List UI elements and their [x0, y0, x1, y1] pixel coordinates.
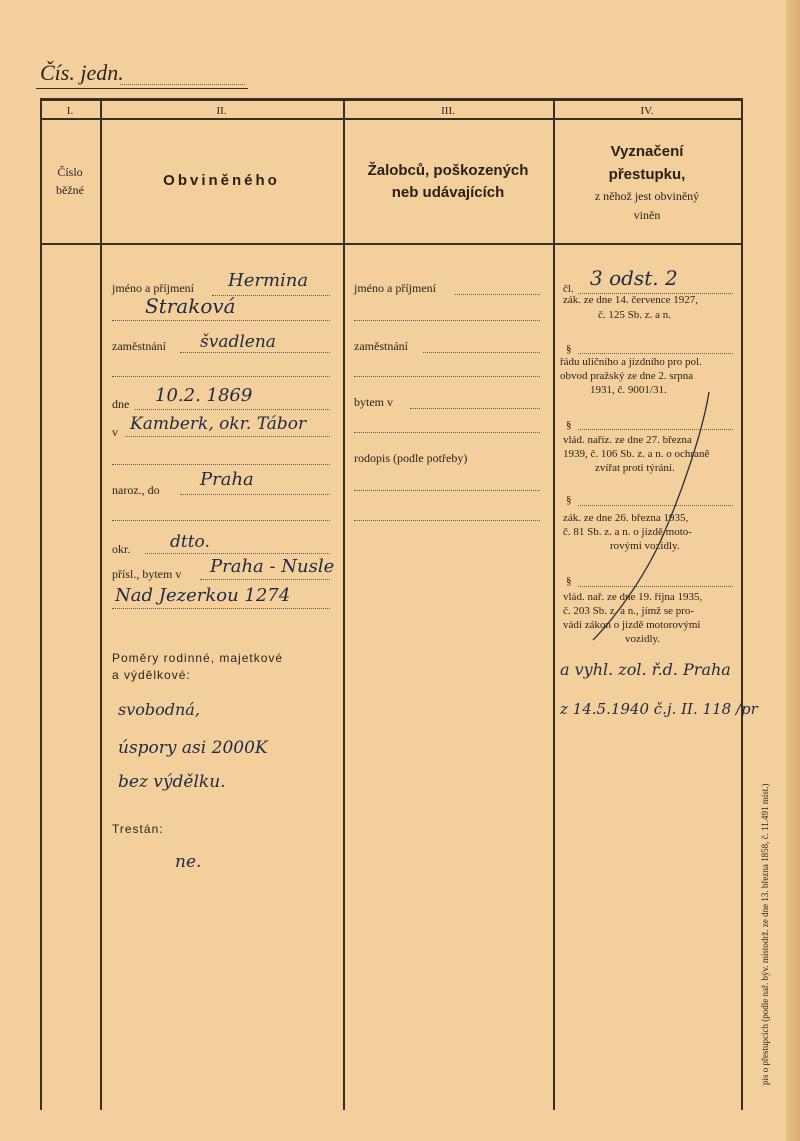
blank-dots-3 — [112, 520, 330, 521]
accused-punished-label: Trestán: — [112, 822, 164, 836]
law3-line3: zvířat proti týrání. — [595, 462, 675, 474]
accused-birth-value: Praha — [200, 469, 254, 490]
family-label-line1: Poměry rodinné, majetkové — [112, 651, 284, 665]
plaintiff-blank-3 — [354, 432, 540, 433]
accused-street-value: Nad Jezerkou 1274 — [115, 585, 291, 606]
law3-mark: § — [566, 419, 572, 431]
plaintiff-name-label: jméno a příjmení — [354, 281, 436, 295]
law4-line2: č. 81 Sb. z. a n. o jízdě moto- — [563, 526, 692, 538]
residence-dots — [200, 579, 330, 580]
law1-prefix: čl. — [563, 283, 574, 295]
place-dots — [125, 436, 330, 437]
law1-line2: č. 125 Sb. z. a n. — [598, 309, 672, 321]
accused-residence-value: Praha - Nusle — [210, 556, 335, 577]
col1-title-line1: Číslo — [57, 165, 83, 179]
accused-name-label: jméno a příjmení — [112, 281, 194, 295]
col3-title-line2: neb udávajících — [391, 184, 505, 201]
accused-occupation-label: zaměstnání — [112, 339, 166, 353]
accused-date-label: dne — [112, 397, 130, 411]
col1-title — [40, 163, 100, 199]
plaintiff-residence-label: bytem v — [354, 395, 393, 409]
frame-right — [741, 98, 743, 1110]
law5-line2: č. 203 Sb. z. a n., jímž se pro- — [563, 605, 695, 617]
accused-family-line2: úspory asi 2000K — [118, 738, 268, 758]
reference-underline — [36, 88, 248, 89]
blank-dots-1 — [112, 376, 330, 377]
accused-punished-value: ne. — [175, 852, 202, 872]
col4-numeral: IV. — [640, 105, 654, 117]
col4-title-line2: přestupku, — [608, 166, 686, 183]
blank-dots-2 — [112, 464, 330, 465]
law1-line1: zák. ze dne 14. července 1927, — [563, 294, 698, 306]
law5-line4: vozidly. — [625, 633, 661, 645]
law2-mark: § — [566, 343, 572, 355]
plaintiff-residence-dots — [410, 408, 540, 409]
margin-note: pis o přestupcích (podle nař. býv. místodrž. ze dne 13. března 1858, č. 11.491 míst.) — [760, 783, 770, 1085]
law4-mark: § — [566, 494, 572, 506]
accused-district-value: dtto. — [170, 532, 210, 552]
plaintiff-blank-4 — [354, 490, 540, 491]
accused-name-first: Hermina — [228, 270, 309, 291]
offense-handwritten-line2: z 14.5.1940 č.j. II. 118 /pr — [560, 700, 758, 718]
law4-line3: rovými vozidly. — [610, 540, 680, 552]
col4-title-line1: Vyznačení — [610, 143, 684, 160]
numeral-rule — [40, 118, 742, 120]
accused-family-label — [112, 650, 283, 684]
col-divider-2 — [343, 98, 345, 1110]
law2-line3: 1931, č. 9001/31. — [590, 384, 667, 396]
law5-line3: vádí zákon o jízdě motorovými — [563, 619, 701, 631]
reference-dots — [120, 84, 245, 85]
accused-family-line1: svobodná, — [118, 700, 200, 719]
accused-name-last: Straková — [145, 294, 236, 318]
reference-label: Čís. jedn. — [40, 60, 124, 85]
col3-title — [343, 160, 553, 204]
birth-dots — [180, 494, 330, 495]
col2-title: Obviněného — [163, 172, 280, 189]
accused-birth-label: naroz., do — [112, 483, 160, 497]
table-top-rule — [40, 98, 742, 101]
law4-line1: zák. ze dne 26. března 1935, — [563, 512, 689, 524]
header-bottom-rule — [40, 243, 742, 245]
col3-numeral: III. — [441, 105, 455, 117]
col3-title-line1: Žalobců, poškozených — [367, 162, 529, 179]
plaintiff-occupation-dots — [423, 352, 540, 353]
plaintiff-name-dots — [455, 294, 540, 295]
strike-through-line — [553, 370, 741, 660]
law2-line2: obvod pražský ze dne 2. srpna — [560, 370, 694, 382]
offense-handwritten-line1: a vyhl. zol. ř.d. Praha — [560, 660, 731, 679]
col4-title-line3: z něhož jest obviněný — [594, 189, 700, 203]
plaintiff-religion-label: rodopis (podle potřeby) — [354, 451, 468, 465]
accused-place-prefix: v — [112, 425, 118, 439]
law3-line1: vlád. naříz. ze dne 27. března — [563, 434, 692, 446]
col-divider-1 — [100, 98, 102, 1110]
accused-district-label: okr. — [112, 542, 131, 556]
law2-line1: řádu uličního a jízdního pro pol. — [560, 356, 702, 368]
name-dots-2 — [112, 320, 330, 321]
street-dots — [112, 608, 330, 609]
law3-line2: 1939, č. 106 Sb. z. a n. o ochraně — [563, 448, 710, 460]
paper-edge — [786, 0, 800, 1141]
col4-title — [553, 140, 741, 224]
plaintiff-blank-5 — [354, 520, 540, 521]
col1-title-line2: běžné — [56, 183, 84, 197]
plaintiff-blank-2 — [354, 376, 540, 377]
col4-title-line4: viněn — [633, 208, 661, 222]
law2-dots — [578, 353, 733, 354]
family-label-line2: a výdělkové: — [112, 668, 191, 682]
accused-residence-label: přísl., bytem v — [112, 567, 182, 581]
col2-numeral: II. — [216, 105, 227, 117]
accused-date-value: 10.2. 1869 — [155, 385, 253, 406]
law5-mark: § — [566, 575, 572, 587]
district-dots — [145, 553, 330, 554]
plaintiff-blank-1 — [354, 320, 540, 321]
law1-handwritten: 3 odst. 2 — [590, 266, 678, 290]
accused-place-value: Kamberk, okr. Tábor — [130, 414, 307, 434]
occupation-dots — [180, 352, 330, 353]
date-dots — [135, 409, 330, 410]
accused-occupation-value: švadlena — [200, 332, 276, 352]
col1-numeral: I. — [66, 105, 74, 117]
plaintiff-occupation-label: zaměstnání — [354, 339, 408, 353]
law5-line1: vlád. nař. ze dne 19. října 1935, — [563, 591, 703, 603]
accused-family-line3: bez výdělku. — [118, 772, 226, 792]
frame-left — [40, 98, 42, 1110]
